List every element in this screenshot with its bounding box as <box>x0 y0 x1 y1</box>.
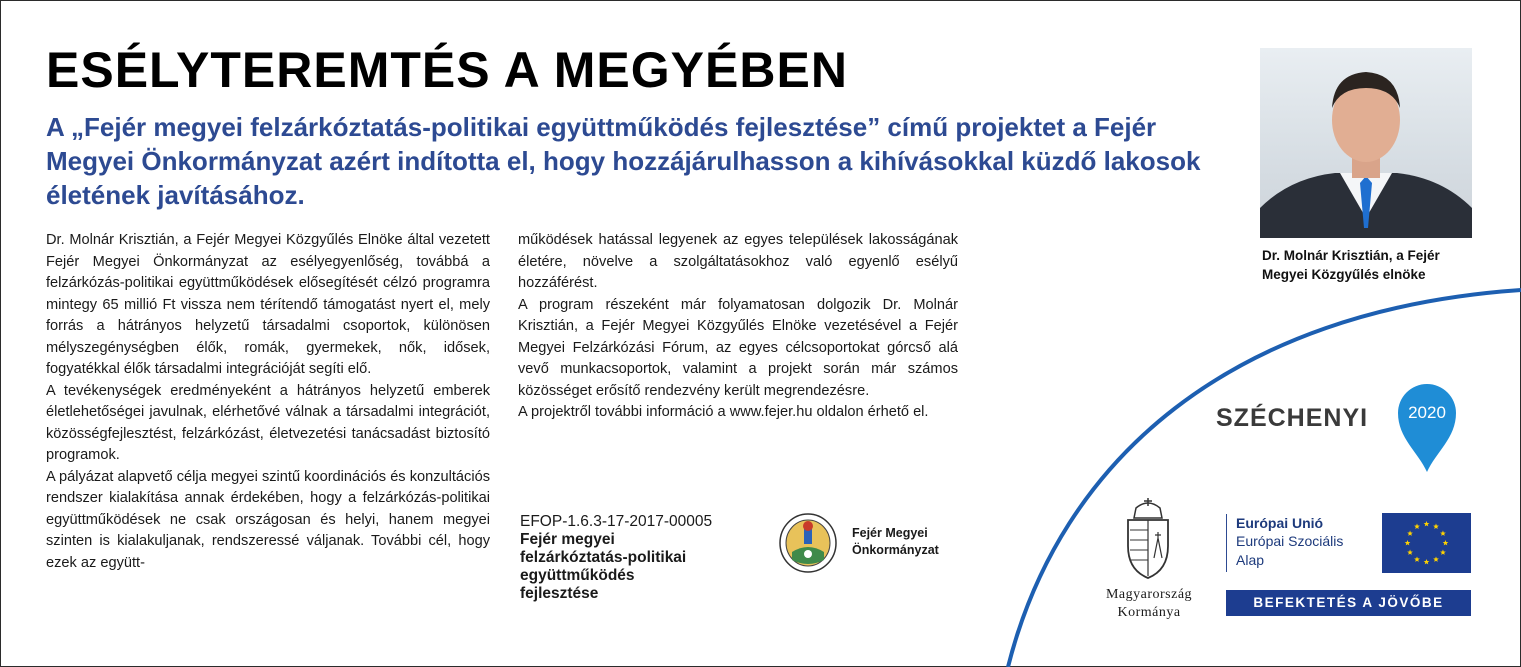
col2-paragraph-2: A program részeként már folyamatosan dolgozik Dr. Molnár Krisztián, a Fejér Megyei Közgyűlés Elnöke vezetésével a Fejér Megyei Felzárkózási Fórum, az egyes célcsoportokat górcső alá vevő munkacsoportok, valamint a projekt során már számos közösséget erősítő rendezvény került megrendezésre. <box>518 296 958 399</box>
col2-paragraph-3: A projektről további információ a www.fejer.hu oldalon érhető el. <box>518 404 929 420</box>
eu-fund-line-2: Alap <box>1236 552 1265 568</box>
eu-title: Európai Unió <box>1236 515 1324 531</box>
szechenyi-year: 2020 <box>1408 403 1446 422</box>
eu-flag-icon <box>1382 513 1471 573</box>
portrait-illustration <box>1260 48 1472 238</box>
caption-line-2: Megyei Közgyűlés elnöke <box>1262 267 1426 282</box>
caption-line-1: Dr. Molnár Krisztián, a Fejér <box>1262 248 1440 263</box>
project-title-line-2: felzárkóztatás-politikai <box>520 549 687 566</box>
invest-in-future-banner: BEFEKTETÉS A JÖVŐBE <box>1226 590 1471 616</box>
col1-paragraph-3: A pályázat alapvető célja megyei szintű koordinációs és konzultációs rendszer kialakítása annak érdekében, hogy a felzárkózás-politikai együttműködések ne csak országosan és helyi, hanem megyei szinten is kialakuljanak, rendszeressé váljanak. További cél, hogy ezek az együtt- <box>46 468 490 571</box>
project-title-line-3: együttműködés <box>520 567 635 584</box>
eu-fund-line-1: Európai Szociális <box>1236 533 1344 549</box>
fmo-label-line-1: Fejér Megyei <box>852 526 928 540</box>
headline: ESÉLYTEREMTÉS A MEGYÉBEN <box>46 42 848 98</box>
article-column-1 <box>46 230 490 574</box>
fmo-label <box>852 525 939 559</box>
project-info <box>520 512 770 603</box>
portrait-caption <box>1262 246 1482 284</box>
hungary-government-line-1: Magyarország <box>1105 587 1193 602</box>
col1-paragraph-1: Dr. Molnár Krisztián, a Fejér Megyei Közgyűlés Elnöke által vezetett Fejér Megyei Önkormányzat az esélyegyenlőség, továbbá a felzárkózás-politikai együttműködések elősegítését célzó programra mintegy 65 millió Ft vissza nem térítendő támogatást nyert el, mely forrás a hátrányos helyzetű társadalmi csoportok, különösen mélyszegénységben élők, romák, gyermekek, nők, idősek, fogyatékkal élők társadalmi integrációját segíti elő. <box>46 232 490 377</box>
portrait-photo <box>1260 48 1472 238</box>
article-column-2 <box>518 230 958 424</box>
col2-paragraph-1: működések hatással legyenek az egyes települések lakosságának életére, növelve a szolgáltatásokhoz való egyenlő esélyű hozzáférést. <box>518 232 958 291</box>
szechenyi-pin-icon <box>1396 382 1458 474</box>
project-title-line-1: Fejér megyei <box>520 531 615 548</box>
lead-paragraph: A „Fejér megyei felzárkóztatás-politikai együttműködés fejlesztése” című projektet a Fejér Megyei Önkormányzat azért indította el, hogy hozzájárulhasson a kihívásokkal küzdő lakosok életének javításához. <box>46 112 1201 210</box>
fejer-county-crest-icon <box>778 512 838 574</box>
hungary-coat-of-arms-icon <box>1122 498 1174 580</box>
project-title-line-4: fejlesztése <box>520 585 599 602</box>
col1-paragraph-2: A tevékenységek eredményeként a hátrányos helyzetű emberek életlehetőségei javulnak, elérhetővé válnak a társadalmi integrációt, közösségfejlesztést, felzárkózást, életvezetési tanácsadást biztosító programok. <box>46 382 490 463</box>
hungary-government-line-2: Kormánya <box>1117 605 1181 620</box>
project-code: EFOP-1.6.3-17-2017-00005 <box>520 513 713 530</box>
fmo-label-line-2: Önkormányzat <box>852 543 939 557</box>
szechenyi-logo-text: SZÉCHENYI <box>1216 404 1369 432</box>
hungary-government-label <box>1084 586 1214 622</box>
eu-fund-label <box>1226 514 1371 572</box>
